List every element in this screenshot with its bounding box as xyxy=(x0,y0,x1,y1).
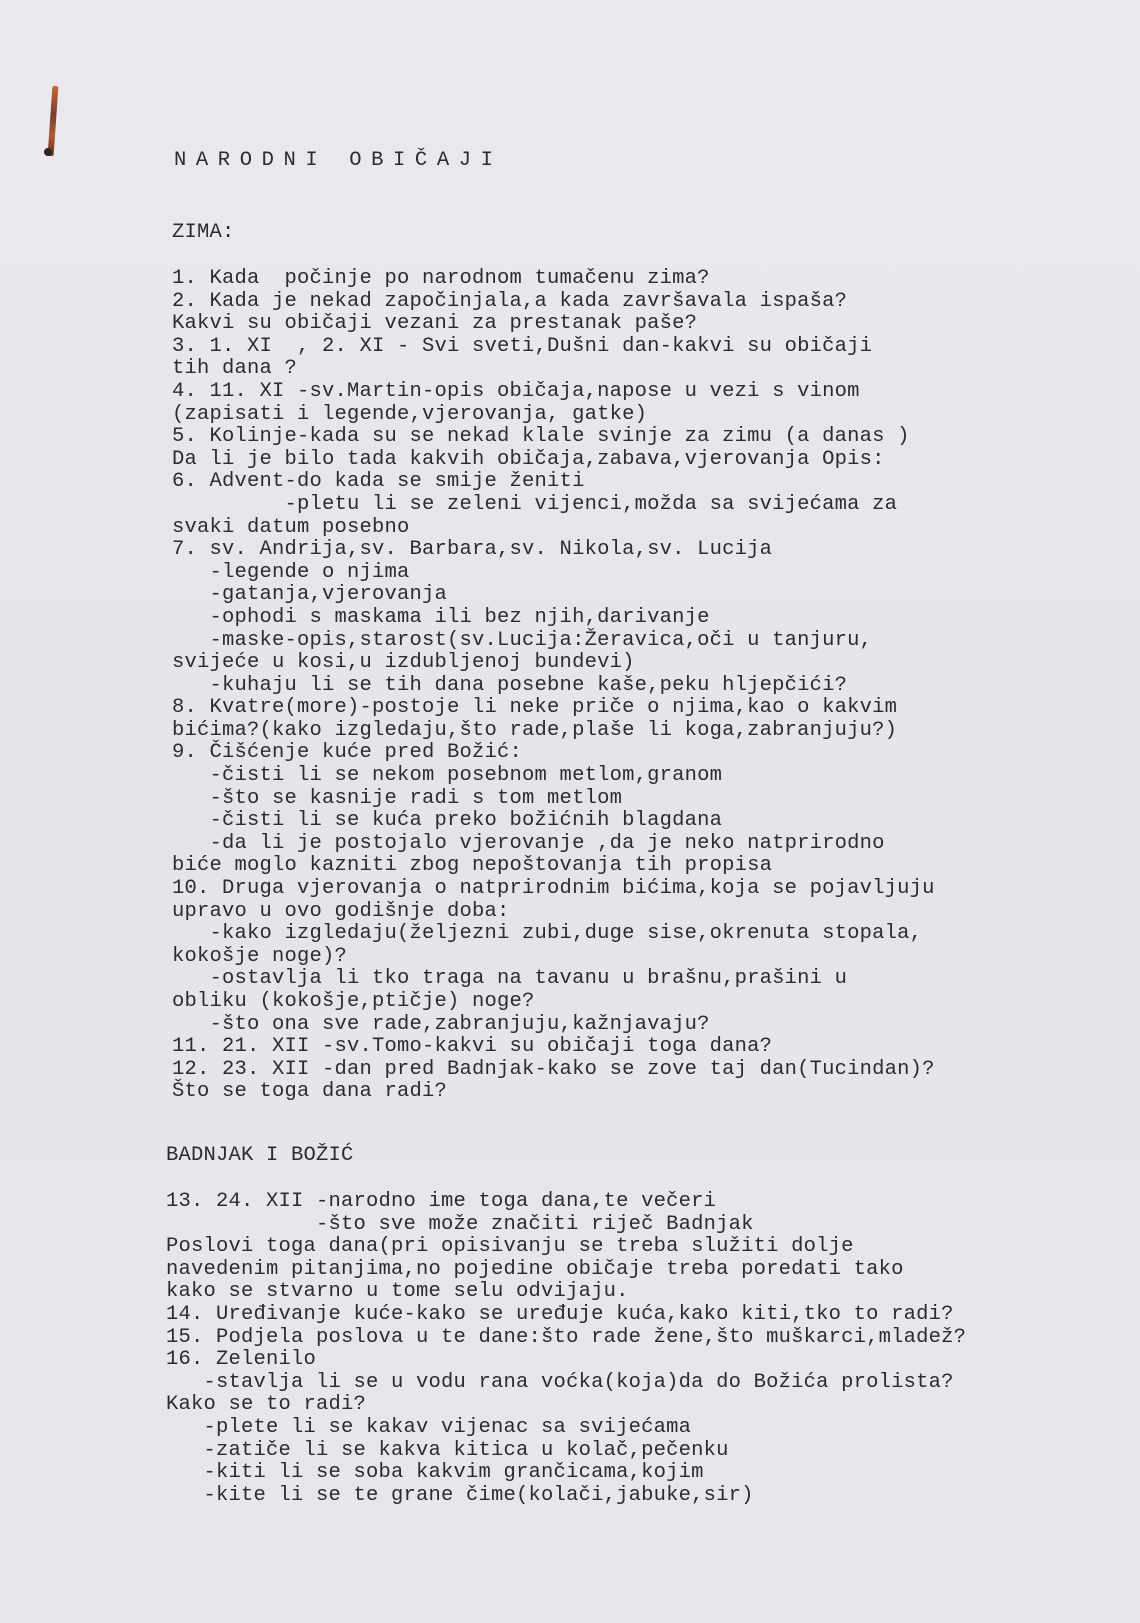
text-line: -legende o njima xyxy=(172,560,410,584)
text-line: Što se toga dana radi? xyxy=(172,1080,448,1104)
text-line: Kako se to radi? xyxy=(166,1393,367,1417)
text-line: -gatanja,vjerovanja xyxy=(172,583,448,607)
text-line: 4. 11. XI -sv.Martin-opis običaja,napose u vezi s vinom xyxy=(172,379,860,403)
staple-hole xyxy=(44,148,52,156)
text-line: -čisti li se kuća preko božićnih blagdana xyxy=(172,809,723,833)
text-line: -ophodi s maskama ili bez njih,darivanje xyxy=(172,605,710,629)
text-line: -kako izgledaju(željezni zubi,duge sise,okrenuta stopala, xyxy=(172,922,923,946)
text-line: -plete li se kakav vijenac sa svijećama xyxy=(166,1415,692,1439)
section-body-zima xyxy=(172,268,935,1104)
text-line: 15. Podjela poslova u te dane:što rade žene,što muškarci,mladež? xyxy=(166,1325,967,1349)
text-line: -što se kasnije radi s tom metlom xyxy=(172,786,623,810)
text-line: Kakvi su običaji vezani za prestanak paše? xyxy=(172,312,698,336)
text-line: -da li je postojalo vjerovanje ,da je neko natprirodno xyxy=(172,831,885,855)
text-line: 7. sv. Andrija,sv. Barbara,sv. Nikola,sv. Lucija xyxy=(172,538,773,562)
text-line: 5. Kolinje-kada su se nekad klale svinje za zimu (a danas ) xyxy=(172,425,910,449)
text-line: 9. Čišćenje kuće pred Božić: xyxy=(172,741,523,765)
text-line: 13. 24. XII -narodno ime toga dana,te večeri xyxy=(166,1190,717,1213)
text-line: obliku (kokošje,ptičje) noge? xyxy=(172,990,535,1013)
document-title: NARODNI OBIČAJI xyxy=(174,149,503,172)
text-line: 1. Kada počinje po narodnom tumačenu zima? xyxy=(172,267,710,290)
text-line: svaki datum posebno xyxy=(172,515,410,539)
text-line: Da li je bilo tada kakvih običaja,zabava,vjerovanja Opis: xyxy=(172,447,885,471)
text-line: 11. 21. XII -sv.Tomo-kakvi su običaji toga dana? xyxy=(172,1035,773,1059)
text-line: 2. Kada je nekad započinjala,a kada završavala ispaša? xyxy=(172,289,848,313)
text-line: navedenim pitanjima,no pojedine običaje treba poredati tako xyxy=(166,1257,904,1281)
text-line: (zapisati i legende,vjerovanja, gatke) xyxy=(172,402,648,426)
text-line: -pletu li se zeleni vijenci,možda sa svijećama za xyxy=(172,492,898,516)
section-body-badnjak xyxy=(166,1191,966,1507)
text-line: 10. Druga vjerovanja o natprirodnim bićima,koja se pojavljuju xyxy=(172,877,935,901)
text-line: -čisti li se nekom posebnom metlom,granom xyxy=(172,764,723,788)
text-line: -stavlja li se u vodu rana voćka(koja)da do Božića prolista? xyxy=(166,1370,954,1394)
text-line: svijeće u kosi,u izdubljenoj bundevi) xyxy=(172,651,635,675)
text-line: 12. 23. XII -dan pred Badnjak-kako se zove taj dan(Tucindan)? xyxy=(172,1057,935,1081)
text-line: 16. Zelenilo xyxy=(166,1348,317,1372)
text-line: -zatiče li se kakva kitica u kolač,pečenku xyxy=(166,1438,729,1462)
section-heading-badnjak: BADNJAK I BOŽIĆ xyxy=(166,1144,354,1167)
text-line: -kite li se te grane čime(kolači,jabuke,sir) xyxy=(166,1483,754,1507)
staple xyxy=(48,86,59,156)
text-line: 8. Kvatre(more)-postoje li neke priče o njima,kao o kakvim xyxy=(172,696,898,720)
text-line: tih dana ? xyxy=(172,357,298,381)
text-line: biće moglo kazniti zbog nepoštovanja tih propisa xyxy=(172,854,773,878)
text-line: kako se stvarno u tome selu odvijaju. xyxy=(166,1280,629,1304)
text-line: upravo u ovo godišnje doba: xyxy=(172,899,510,923)
text-line: 14. Uređivanje kuće-kako se uređuje kuća,kako kiti,tko to radi? xyxy=(166,1302,954,1326)
text-line: -ostavlja li tko traga na tavanu u brašnu,prašini u xyxy=(172,967,848,991)
text-line: 6. Advent-do kada se smije ženiti xyxy=(172,470,585,494)
text-line: 3. 1. XI , 2. XI - Svi sveti,Dušni dan-kakvi su običaji xyxy=(172,334,873,358)
section-heading-zima: ZIMA: xyxy=(172,221,235,244)
text-line: -maske-opis,starost(sv.Lucija:Žeravica,oči u tanjuru, xyxy=(172,628,873,652)
text-line: -kuhaju li se tih dana posebne kaše,peku hljepčići? xyxy=(172,673,848,697)
text-line: -što sve može značiti riječ Badnjak xyxy=(166,1212,754,1236)
text-line: kokošje noge)? xyxy=(172,944,348,968)
text-line: bićima?(kako izgledaju,što rade,plaše li koga,zabranjuju?) xyxy=(172,718,898,742)
text-line: Poslovi toga dana(pri opisivanju se treba služiti dolje xyxy=(166,1235,854,1259)
text-line: -kiti li se soba kakvim grančicama,kojim xyxy=(166,1461,704,1485)
text-line: -što ona sve rade,zabranjuju,kažnjavaju? xyxy=(172,1012,710,1036)
